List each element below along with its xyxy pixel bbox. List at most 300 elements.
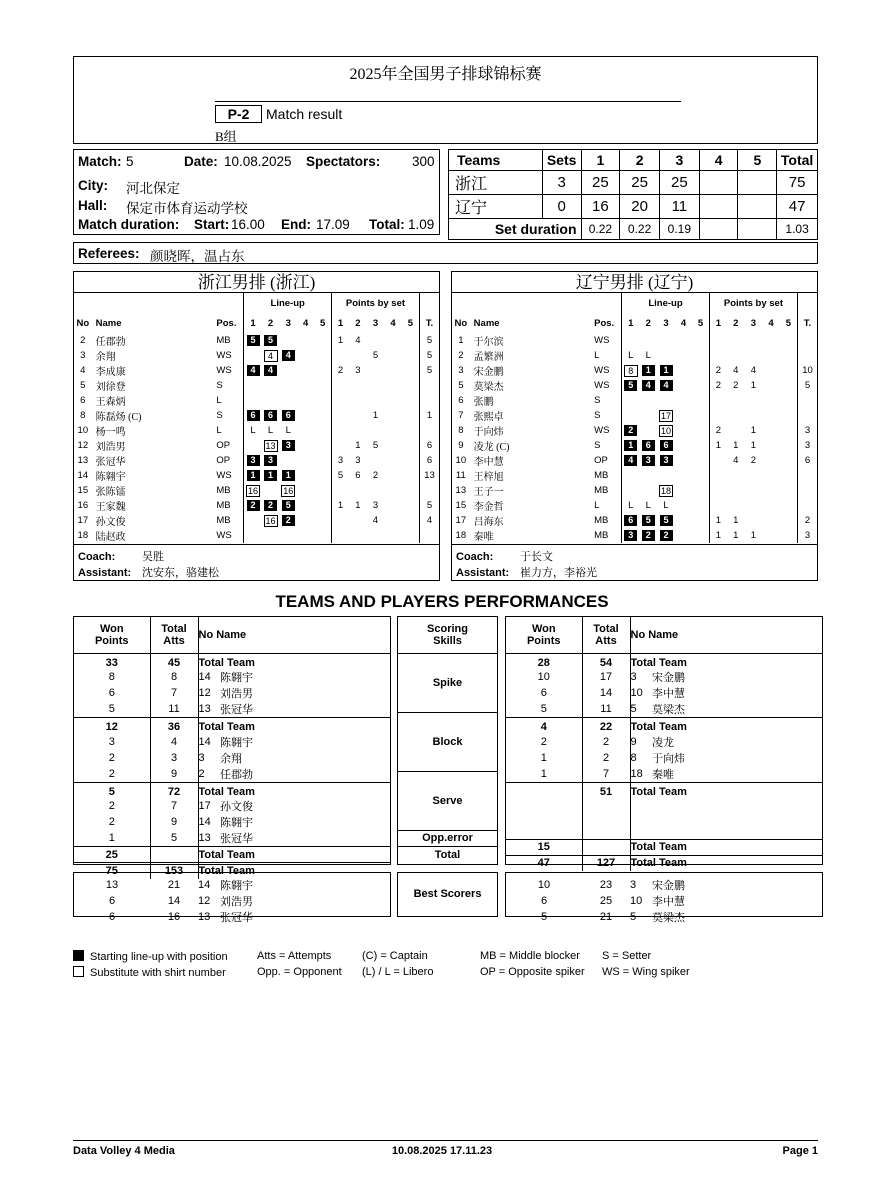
won-points: 6 bbox=[74, 685, 150, 701]
lineup-cell-set5 bbox=[692, 423, 709, 438]
total-atts: 7 bbox=[582, 766, 630, 783]
player-total bbox=[798, 393, 818, 408]
lineup-cell-set5 bbox=[692, 498, 709, 513]
player-name: 孙文俊 bbox=[95, 517, 126, 528]
player-total: 10 bbox=[798, 363, 818, 378]
legend-starting bbox=[73, 950, 228, 963]
player-name: 莫梁杰 bbox=[652, 701, 822, 718]
total-duration: 1.03 bbox=[777, 219, 818, 240]
player-number: 1 bbox=[458, 335, 464, 346]
left-col-lineup-4: 4 bbox=[303, 317, 309, 329]
lineup-cell-set2 bbox=[639, 423, 657, 438]
right-col-points-5: 5 bbox=[785, 317, 792, 329]
starting-position: 5 bbox=[264, 335, 277, 346]
left-roster-table bbox=[74, 293, 439, 543]
right-player-row bbox=[452, 438, 817, 453]
lineup-cell-set2 bbox=[262, 378, 280, 393]
lineup-cell-set3 bbox=[279, 393, 297, 408]
lineup-cell-set5 bbox=[314, 348, 331, 363]
left-perf-row bbox=[74, 701, 390, 718]
points-set1: 3 bbox=[331, 453, 349, 468]
best-atts: 14 bbox=[167, 895, 181, 907]
points-set5 bbox=[402, 468, 420, 483]
lineup-cell-set3 bbox=[279, 348, 297, 363]
points-set2 bbox=[727, 423, 745, 438]
team1-set4 bbox=[699, 171, 738, 195]
best-number: 12 bbox=[198, 895, 211, 907]
lineup-cell-set2 bbox=[639, 513, 657, 528]
left-best-row bbox=[74, 909, 390, 925]
starting-position: 3 bbox=[247, 455, 260, 466]
footer-divider bbox=[73, 1140, 818, 1141]
right-best-table bbox=[506, 877, 822, 925]
player-number: 12 bbox=[77, 440, 89, 451]
right-player-row bbox=[452, 408, 817, 423]
points-set3: 2 bbox=[750, 455, 757, 466]
right-col-total: T. bbox=[798, 313, 818, 333]
starting-position: 6 bbox=[624, 515, 637, 526]
starting-position: 1 bbox=[282, 470, 295, 481]
right-col-lineup-1: 1 bbox=[622, 313, 640, 333]
player-total bbox=[419, 378, 439, 393]
left-perf-header-row bbox=[74, 617, 390, 653]
player-name: 杨一鸣 bbox=[95, 427, 126, 438]
lineup-text: L bbox=[663, 500, 669, 511]
total-atts: 36 bbox=[150, 718, 198, 734]
best-won: 6 bbox=[108, 911, 116, 923]
player-name: 刘浩男 bbox=[220, 688, 253, 700]
points-set3: 5 bbox=[372, 350, 379, 361]
player-position: WS bbox=[594, 380, 610, 391]
best-name: 张冠华 bbox=[220, 912, 253, 924]
player-total bbox=[419, 483, 439, 498]
total-atts: 51 bbox=[582, 782, 630, 798]
report-type: Match result bbox=[266, 106, 343, 122]
lineup-text: L bbox=[645, 500, 651, 511]
won-points bbox=[506, 812, 582, 826]
legend-op: OP = Opposite spiker bbox=[480, 966, 585, 978]
set3-duration: 0.19 bbox=[659, 219, 699, 240]
left-perf-row bbox=[74, 653, 390, 669]
right-player-row bbox=[452, 363, 817, 378]
total-atts: 11 bbox=[150, 701, 198, 718]
player-number: 2 bbox=[458, 350, 464, 361]
player-name: 任郡勃 bbox=[95, 337, 126, 348]
player-number: 2 bbox=[198, 766, 220, 783]
player-name: 余翔 bbox=[95, 352, 116, 363]
lineup-cell-set3 bbox=[279, 423, 297, 438]
player-total: 5 bbox=[419, 363, 439, 378]
player-number: 4 bbox=[80, 365, 86, 376]
player-number: 13 bbox=[198, 701, 220, 718]
points-set4 bbox=[384, 453, 402, 468]
left-perf-row bbox=[74, 814, 390, 830]
starting-position: 5 bbox=[282, 500, 295, 511]
lineup-cell-set1 bbox=[244, 438, 262, 453]
lineup-cell-set5 bbox=[692, 453, 709, 468]
team2-sets: 0 bbox=[542, 195, 581, 219]
lineup-cell-set2 bbox=[639, 348, 657, 363]
points-set4 bbox=[762, 453, 780, 468]
left-perf-row bbox=[74, 782, 390, 798]
points-set4 bbox=[762, 423, 780, 438]
player-position: OP bbox=[216, 440, 231, 451]
best-name: 莫梁杰 bbox=[652, 912, 685, 924]
lineup-cell-set4 bbox=[675, 378, 692, 393]
right-group-header-row bbox=[452, 293, 817, 313]
best-number: 5 bbox=[630, 911, 637, 923]
total-atts: 127 bbox=[582, 855, 630, 871]
lineup-cell-set3 bbox=[657, 528, 675, 543]
left-col-lineup-2: 2 bbox=[267, 317, 274, 329]
scores-header-set5: 5 bbox=[738, 150, 777, 171]
player-total bbox=[798, 408, 818, 423]
total-atts: 9 bbox=[150, 766, 198, 783]
player-number bbox=[630, 812, 652, 826]
right-group-blank-t bbox=[798, 293, 818, 313]
player-name: 秦唯 bbox=[473, 532, 494, 543]
lineup-cell-set2 bbox=[639, 483, 657, 498]
player-number: 2 bbox=[80, 335, 86, 346]
points-set2: 2 bbox=[733, 380, 739, 391]
player-number: 15 bbox=[455, 500, 467, 511]
points-set2: 4 bbox=[733, 365, 739, 376]
lineup-cell-set4 bbox=[297, 393, 314, 408]
referees-label: Referees: bbox=[78, 246, 140, 261]
points-set2: 1 bbox=[355, 500, 361, 511]
player-number: 11 bbox=[455, 470, 466, 481]
left-assistant-label: Assistant: bbox=[78, 567, 132, 579]
points-set5 bbox=[402, 483, 420, 498]
points-set3: 1 bbox=[750, 530, 757, 541]
points-set5 bbox=[402, 408, 420, 423]
total-atts: 45 bbox=[150, 653, 198, 669]
points-set4 bbox=[384, 423, 402, 438]
points-set5 bbox=[780, 483, 798, 498]
player-number: 5 bbox=[80, 380, 86, 391]
player-position: MB bbox=[216, 485, 231, 496]
starting-position: 5 bbox=[624, 380, 637, 391]
left-group-header-row bbox=[74, 293, 439, 313]
player-position: WS bbox=[216, 350, 232, 361]
points-set4 bbox=[762, 513, 780, 528]
points-set4 bbox=[762, 393, 780, 408]
starting-position: 3 bbox=[624, 530, 637, 541]
right-perf-row bbox=[506, 812, 822, 826]
lineup-text: L bbox=[285, 425, 291, 436]
opp-error-name: Total Team bbox=[198, 847, 390, 863]
starting-position: 6 bbox=[247, 410, 260, 421]
lineup-cell-set1 bbox=[622, 363, 640, 378]
points-set1: 2 bbox=[709, 363, 727, 378]
lineup-cell-set2 bbox=[262, 483, 280, 498]
end-label: End: bbox=[281, 217, 311, 232]
player-position: S bbox=[594, 410, 601, 421]
left-performance-box bbox=[73, 616, 391, 877]
substitute-number: 16 bbox=[248, 485, 259, 496]
substitute-number: 4 bbox=[264, 350, 278, 362]
lineup-cell-set4 bbox=[675, 468, 692, 483]
right-roster-table bbox=[452, 293, 817, 543]
total-atts: 7 bbox=[150, 798, 198, 814]
set2-duration: 0.22 bbox=[620, 219, 660, 240]
right-perf-row bbox=[506, 685, 822, 701]
left-best-row bbox=[74, 877, 390, 893]
player-position: L bbox=[594, 350, 600, 361]
opp-error-atts bbox=[150, 847, 198, 863]
right-col-lineup-5: 5 bbox=[697, 317, 704, 329]
right-col-pos: Pos. bbox=[594, 317, 615, 329]
won-points bbox=[506, 798, 582, 812]
starting-position: 5 bbox=[642, 515, 655, 526]
points-set5 bbox=[780, 333, 798, 348]
left-assistant bbox=[78, 564, 219, 580]
player-name: 刘浩男 bbox=[95, 442, 126, 453]
player-number: 6 bbox=[458, 395, 464, 406]
right-col-points-3: 3 bbox=[750, 317, 757, 329]
lineup-cell-set3 bbox=[657, 363, 675, 378]
lineup-cell-set2 bbox=[639, 378, 657, 393]
player-name: 凌龙 (C) bbox=[473, 442, 510, 453]
player-total: 4 bbox=[419, 513, 439, 528]
points-set1 bbox=[709, 348, 727, 363]
performance-title: TEAMS AND PLAYERS PERFORMANCES bbox=[275, 592, 609, 611]
total-label: Total: bbox=[369, 217, 405, 232]
lineup-cell-set2 bbox=[639, 393, 657, 408]
points-set5 bbox=[780, 513, 798, 528]
player-number: 3 bbox=[458, 365, 464, 376]
player-total bbox=[419, 393, 439, 408]
total-team-label: Total Team bbox=[630, 656, 687, 669]
lineup-cell-set2 bbox=[262, 333, 280, 348]
player-name: 张冠华 bbox=[220, 701, 390, 718]
player-total bbox=[419, 528, 439, 543]
lineup-cell-set2 bbox=[639, 363, 657, 378]
points-set4 bbox=[762, 333, 780, 348]
starting-position: 2 bbox=[264, 500, 277, 511]
points-set3: 1 bbox=[750, 425, 757, 436]
team2-total: 47 bbox=[777, 195, 818, 219]
right-player-row bbox=[452, 528, 817, 543]
player-number: 13 bbox=[198, 830, 220, 847]
lineup-cell-set5 bbox=[314, 513, 331, 528]
points-set1: 1 bbox=[709, 513, 727, 528]
lineup-cell-set5 bbox=[692, 333, 709, 348]
start-label: Start: bbox=[194, 217, 230, 232]
points-set1 bbox=[709, 498, 727, 513]
player-name: 陈翱宇 bbox=[220, 736, 253, 749]
best-number: 13 bbox=[198, 911, 211, 923]
legend-mb: MB = Middle blocker bbox=[480, 950, 580, 962]
left-perf-row bbox=[74, 830, 390, 847]
best-name: 刘浩男 bbox=[220, 896, 253, 908]
scores-header-set3: 3 bbox=[659, 150, 699, 171]
left-column-header-row bbox=[74, 313, 439, 333]
player-name: 孟繁洲 bbox=[473, 352, 504, 363]
left-col-no: No bbox=[76, 317, 90, 329]
points-set3 bbox=[745, 333, 763, 348]
points-set1 bbox=[331, 438, 349, 453]
player-position: OP bbox=[594, 455, 608, 466]
header-box bbox=[73, 56, 818, 144]
right-team-title: 辽宁男排 (辽宁) bbox=[452, 272, 817, 293]
points-set1 bbox=[331, 423, 349, 438]
city-name: 河北保定 bbox=[126, 181, 180, 196]
points-set1 bbox=[331, 348, 349, 363]
substitute-number: 16 bbox=[265, 515, 276, 526]
points-set2: 4 bbox=[355, 335, 361, 346]
hall-name: 保定市体育运动学校 bbox=[126, 201, 248, 216]
points-set4 bbox=[384, 468, 402, 483]
lineup-cell-set5 bbox=[314, 528, 331, 543]
left-col-pos: Pos. bbox=[216, 317, 237, 329]
won-points: 2 bbox=[74, 814, 150, 830]
set5-duration bbox=[738, 219, 777, 240]
left-col-lineup-5: 5 bbox=[319, 317, 326, 329]
right-player-row bbox=[452, 513, 817, 528]
lineup-cell-set5 bbox=[314, 498, 331, 513]
total-atts: 22 bbox=[582, 718, 630, 734]
lineup-cell-set3 bbox=[657, 468, 675, 483]
lineup-cell-set3 bbox=[279, 378, 297, 393]
lineup-cell-set5 bbox=[692, 393, 709, 408]
left-col-total: T. bbox=[419, 313, 439, 333]
total-atts: 9 bbox=[150, 814, 198, 830]
opp-error-name: Total Team bbox=[630, 839, 822, 855]
scores-row-team2 bbox=[449, 195, 818, 219]
points-set1: 5 bbox=[331, 468, 349, 483]
lineup-cell-set2 bbox=[639, 438, 657, 453]
lineup-cell-set5 bbox=[314, 438, 331, 453]
team1-name: 浙江 bbox=[449, 171, 543, 195]
right-col-name: Name bbox=[473, 317, 500, 329]
skills-box bbox=[397, 616, 498, 865]
points-set4 bbox=[384, 483, 402, 498]
best-name: 陈翱宇 bbox=[220, 880, 253, 892]
player-total: 5 bbox=[419, 498, 439, 513]
points-set1: 2 bbox=[709, 423, 727, 438]
lineup-cell-set5 bbox=[314, 393, 331, 408]
lineup-cell-set4 bbox=[675, 528, 692, 543]
points-set3: 1 bbox=[750, 440, 757, 451]
lineup-cell-set5 bbox=[314, 423, 331, 438]
points-set5 bbox=[780, 363, 798, 378]
player-total: 13 bbox=[419, 468, 439, 483]
right-perf-row bbox=[506, 669, 822, 685]
starting-position: 6 bbox=[642, 440, 655, 451]
points-set5 bbox=[402, 333, 420, 348]
points-set3 bbox=[745, 513, 763, 528]
won-points: 5 bbox=[506, 701, 582, 718]
lineup-cell-set3 bbox=[657, 333, 675, 348]
right-coach-name: 于长文 bbox=[520, 551, 553, 563]
lineup-cell-set2 bbox=[639, 498, 657, 513]
player-name: 张冠华 bbox=[220, 830, 390, 847]
left-best-row bbox=[74, 893, 390, 909]
points-set5 bbox=[780, 348, 798, 363]
left-col-points-4: 4 bbox=[390, 317, 396, 329]
referees-box bbox=[73, 242, 818, 264]
best-won: 10 bbox=[537, 879, 551, 891]
lineup-cell-set5 bbox=[692, 408, 709, 423]
legend-s: S = Setter bbox=[602, 950, 652, 962]
left-col-points-5: 5 bbox=[407, 317, 414, 329]
points-set3: 4 bbox=[372, 515, 379, 526]
right-points-header: Points by set bbox=[709, 293, 797, 313]
left-atts-header: Total Atts bbox=[150, 617, 198, 653]
player-number: 17 bbox=[198, 800, 211, 812]
points-set5 bbox=[780, 438, 798, 453]
player-number: 10 bbox=[455, 455, 467, 466]
lineup-cell-set2 bbox=[639, 453, 657, 468]
right-perf-row bbox=[506, 750, 822, 766]
lineup-cell-set1 bbox=[622, 393, 640, 408]
points-set4 bbox=[384, 438, 402, 453]
lineup-cell-set1 bbox=[622, 498, 640, 513]
points-set4 bbox=[762, 498, 780, 513]
points-set4 bbox=[762, 348, 780, 363]
points-set3 bbox=[367, 423, 385, 438]
lineup-cell-set1 bbox=[244, 498, 262, 513]
points-set2 bbox=[349, 423, 367, 438]
best-number: 10 bbox=[630, 895, 643, 907]
footer-right: Page 1 bbox=[782, 1145, 818, 1157]
lineup-cell-set5 bbox=[692, 438, 709, 453]
left-player-row bbox=[74, 348, 439, 363]
left-won-header: Won Points bbox=[74, 617, 150, 653]
starting-position: 1 bbox=[642, 365, 655, 376]
won-points: 8 bbox=[74, 669, 150, 685]
lineup-cell-set4 bbox=[675, 513, 692, 528]
right-col-points-1: 1 bbox=[709, 313, 727, 333]
player-name: 王梓旭 bbox=[473, 472, 504, 483]
best-atts: 23 bbox=[599, 879, 613, 891]
right-perf-row bbox=[506, 734, 822, 750]
total-atts: 7 bbox=[150, 685, 198, 701]
lineup-cell-set3 bbox=[279, 513, 297, 528]
lineup-cell-set2 bbox=[639, 528, 657, 543]
player-position: L bbox=[216, 425, 222, 436]
lineup-cell-set2 bbox=[262, 498, 280, 513]
won-points: 1 bbox=[506, 750, 582, 766]
lineup-cell-set3 bbox=[279, 468, 297, 483]
left-opp-error-row bbox=[74, 847, 390, 863]
best-name: 宋金鹏 bbox=[652, 880, 685, 892]
won-points: 1 bbox=[74, 830, 150, 847]
referees-names: 颜晓晖，温占东 bbox=[150, 249, 245, 264]
player-name: 于尔滨 bbox=[473, 337, 504, 348]
right-col-points-4: 4 bbox=[768, 317, 774, 329]
left-lineup-header: Line-up bbox=[244, 293, 332, 313]
player-position: MB bbox=[594, 530, 609, 541]
lineup-cell-set1 bbox=[622, 423, 640, 438]
lineup-cell-set1 bbox=[244, 423, 262, 438]
lineup-cell-set1 bbox=[622, 438, 640, 453]
starting-position: 3 bbox=[642, 455, 655, 466]
lineup-cell-set3 bbox=[279, 453, 297, 468]
left-player-row bbox=[74, 393, 439, 408]
lineup-cell-set2 bbox=[262, 438, 280, 453]
right-performance-table bbox=[506, 617, 822, 871]
left-assistant-names: 沈安东，骆建松 bbox=[142, 567, 219, 579]
points-set5 bbox=[402, 363, 420, 378]
left-best-box bbox=[73, 872, 391, 924]
starting-position: 2 bbox=[642, 530, 655, 541]
starting-position: 1 bbox=[660, 365, 673, 376]
lineup-cell-set3 bbox=[657, 378, 675, 393]
player-total: 6 bbox=[798, 453, 818, 468]
team2-set1: 16 bbox=[581, 195, 620, 219]
